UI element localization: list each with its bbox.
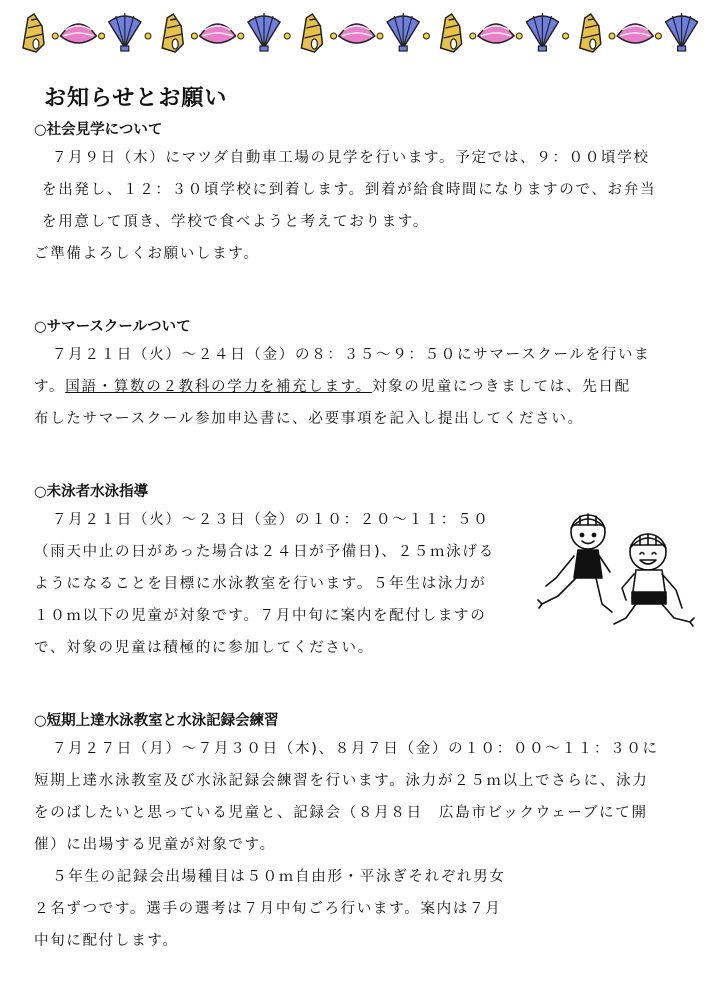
paragraph-line: を用意して頂き、学校で食べようと考えております。 [42,214,430,230]
paragraph-line: ７月９日（木）にマツダ自動車工場の見学を行います。予定では、９：００頃学校 [52,150,650,166]
border-dot-icon [563,33,569,39]
paragraph-line: ２名ずつです。選手の選考は７月中旬ごろ行います。案内は７月 [34,901,502,917]
paragraph-line: １０ｍ以下の児童が対象です。７月中旬に案内を配付しますの [34,608,487,624]
conch-shell-icon [441,14,462,52]
scallop-shell-blue-icon [666,13,698,51]
border-dot-icon [655,33,661,39]
underlined-text: 国語・算数の２教科の学力を補充します。 [65,379,372,395]
paragraph-line: ７月２１日（火）～２４日（金）の８：３５～９：５０にサマースクールを行いま [52,347,651,363]
section-heading: ○短期上達水泳教室と水泳記録会練習 [34,713,279,729]
section-heading: ○サマースクールついて [34,319,191,335]
paragraph-line: を出発し、１２：３０頃学校に到着します。到着が給食時間になりますので、お弁当 [42,182,657,198]
border-dot-icon [609,33,615,39]
paragraph-line: ご準備よろしくお願いします。 [34,246,260,262]
section-heading: ○未泳者水泳指導 [34,484,149,500]
clam-shell-pink-icon [478,24,514,43]
border-dot-icon [99,33,105,39]
border-dot-icon [470,33,476,39]
border-dot-icon [516,33,522,39]
page-title: お知らせとお願い [44,86,228,111]
text-segment: 対象の児童につきましては、先日配 [371,379,631,395]
paragraph-line: 中旬に配付します。 [34,933,179,949]
clam-shell-pink-icon [339,24,375,43]
shell-border [14,10,710,56]
section-swim-training [34,709,698,957]
scallop-shell-blue-icon [526,13,558,51]
paragraph-line: をのばしたいと思っている児童と、記録会（８月８日 広島市ビックウェーブにて開 [34,805,648,821]
paragraph-line: ようになることを目標に水泳教室を行います。５年生は泳力が [34,576,487,592]
section-heading: ○社会見学について [34,122,163,138]
clam-shell-pink-icon [617,24,653,43]
text-segment: す。 [34,379,66,395]
border-dot-icon [191,33,197,39]
paragraph-line: で、対象の児童は積極的に参加してください。 [34,640,374,656]
border-dot-icon [145,33,151,39]
conch-shell-icon [580,14,601,52]
border-dot-icon [331,33,337,39]
paragraph-line: 布したサマースクール参加申込書に、必要事項を記入し提出してください。 [34,411,584,427]
paragraph-line: 催）に出場する児童が対象です。 [34,837,276,853]
paragraph-line: （雨天中止の日があった場合は２４日が予備日)、２５ｍ泳げる [34,544,495,560]
paragraph-line: ５年生の記録会出場種目は５０ｍ自由形・平泳ぎそれぞれ男女 [52,869,506,885]
border-dot-icon [52,33,58,39]
swimming-children-illustration [536,508,696,632]
section-social-studies-trip [34,118,698,270]
clam-shell-pink-icon [60,24,96,43]
border-dot-icon [423,33,429,39]
paragraph-line: ７月２７日（月）～７月３０日（木)、８月７日（金）の１０：００～１１：３０に [52,741,659,757]
paragraph-line [34,371,698,403]
border-dot-icon [377,33,383,39]
clam-shell-pink-icon [200,24,236,43]
section-summer-school [34,315,698,435]
scallop-shell-blue-icon [387,13,419,51]
scallop-shell-blue-icon [248,13,280,51]
scallop-shell-blue-icon [109,13,141,51]
conch-shell-icon [301,14,322,52]
border-dot-icon [238,33,244,39]
paragraph-line: 短期上達水泳教室及び水泳記録会練習を行います。泳力が２５ｍ以上でさらに、泳力 [34,773,649,789]
conch-shell-icon [23,14,44,52]
border-dot-icon [284,33,290,39]
conch-shell-icon [162,14,183,52]
paragraph-line: ７月２１日（火）～２３日（金）の１０：２０～１１：５０ [52,512,490,528]
